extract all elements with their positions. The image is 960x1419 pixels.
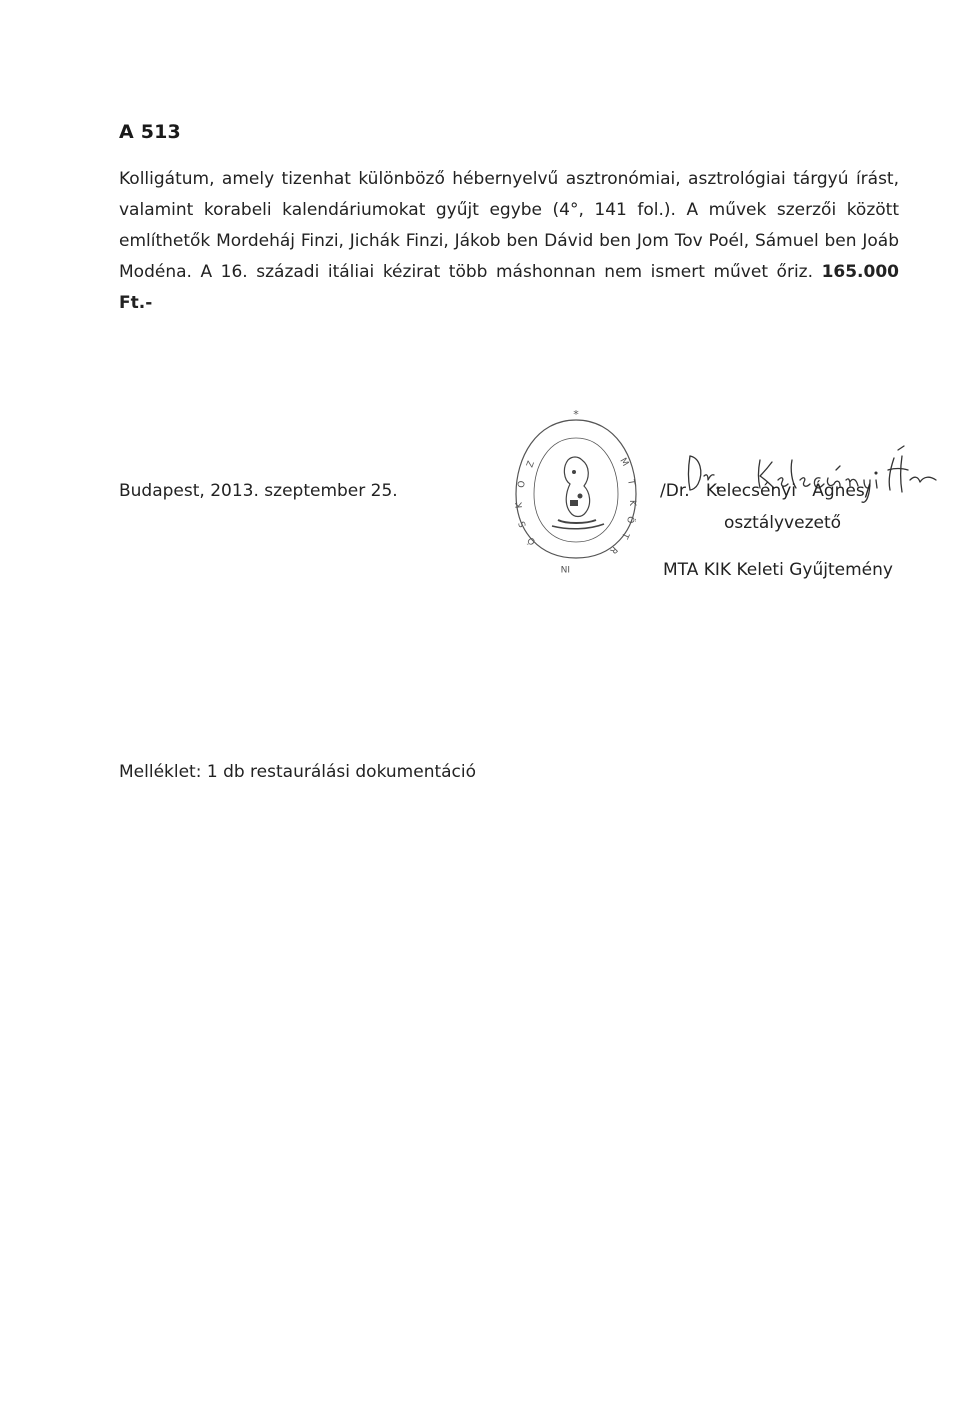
signer-name: /Dr. Kelecsényi Ágnes/ — [660, 481, 871, 501]
signer-role: osztályvezető — [724, 513, 842, 533]
svg-text:Ö: Ö — [624, 515, 635, 524]
svg-text:T: T — [625, 478, 636, 486]
svg-text:K: K — [514, 501, 525, 509]
description-text: Kolligátum, amely tizenhat különböző hébernyelvű asztronómiai, asztrológiai tárgyú írást, valamint korabeli kalendáriumokat gyűjt egybe (4°, 141 fol.). A művek szerzői között említhetők Mordeháj Finzi, Jichák Finzi, Jákob ben Dávid ben Jom Tov Poél, Sámuel ben Joáb Modéna. A 16. századi itáliai kézirat több máshonnan nem ismert művet őriz. — [119, 169, 899, 282]
attachment-note: Melléklet: 1 db restaurálási dokumentáció — [119, 762, 477, 782]
document-id: A 513 — [119, 121, 181, 143]
svg-text:Ó: Ó — [526, 534, 539, 547]
svg-text:*: * — [573, 408, 579, 421]
signer-organization: MTA KIK Keleti Gyűjtemény — [663, 560, 893, 580]
svg-text:T: T — [618, 530, 631, 540]
svg-text:M: M — [617, 456, 630, 469]
description-paragraph — [119, 164, 899, 319]
price: 165.000 Ft.- — [119, 262, 899, 313]
svg-text:Ö: Ö — [517, 480, 528, 489]
place-and-date: Budapest, 2013. szeptember 25. — [119, 481, 398, 501]
library-seal-stamp — [512, 408, 640, 573]
svg-text:R: R — [607, 543, 619, 556]
svg-text:IN: IN — [560, 563, 570, 573]
svg-text:Z: Z — [525, 459, 537, 470]
svg-text:S: S — [517, 519, 529, 529]
svg-text:K: K — [627, 500, 637, 506]
